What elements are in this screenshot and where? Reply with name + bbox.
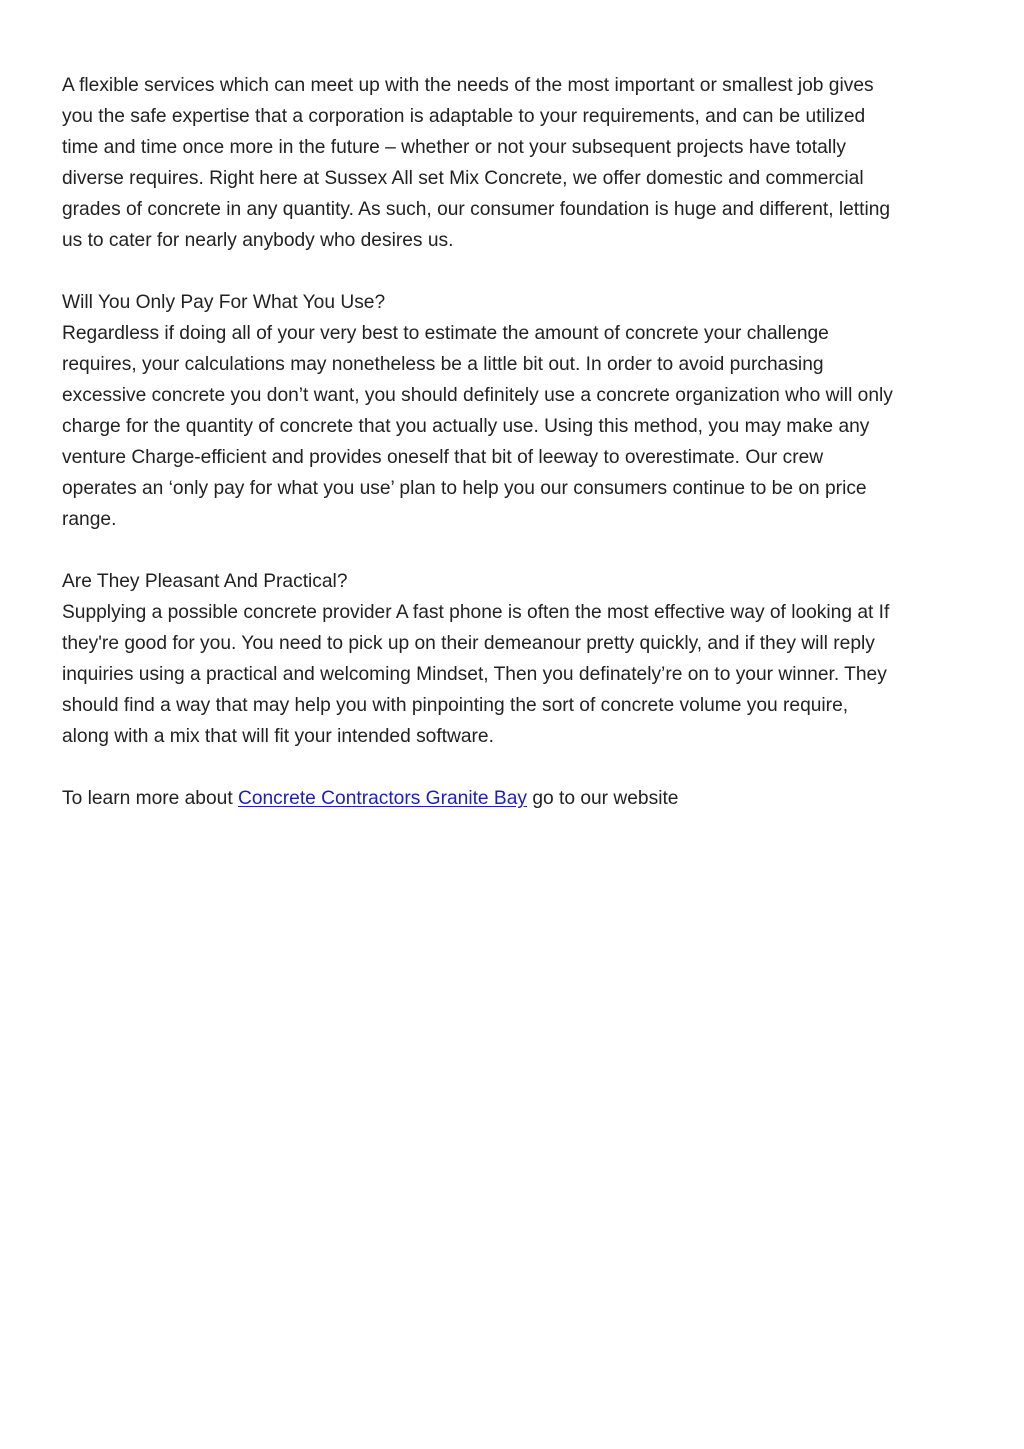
paragraph-line: A flexible services which can meet up with the needs of the most important or smallest job gives [62, 75, 874, 96]
paragraph-line: inquiries using a practical and welcoming Mindset, Then you definately’re on to your winner. They [62, 664, 887, 685]
paragraph-line: Supplying a possible concrete provider A fast phone is often the most effective way of looking at If [62, 602, 890, 623]
pay-section [62, 287, 962, 535]
intro-paragraph [62, 70, 962, 256]
paragraph-line: operates an ‘only pay for what you use’ plan to help you our consumers continue to be on price [62, 478, 867, 499]
paragraph-line: grades of concrete in any quantity. As such, our consumer foundation is huge and different, letting [62, 199, 891, 220]
paragraph-line: time and time once more in the future – whether or not your subsequent projects have totally [62, 137, 846, 158]
document-body [62, 70, 962, 814]
paragraph-line: venture Charge-efficient and provides oneself that bit of leeway to overestimate. Our crew [62, 447, 824, 468]
paragraph-line: should find a way that may help you with pinpointing the sort of concrete volume you require, [62, 695, 849, 716]
pleasant-section [62, 566, 962, 752]
paragraph-line: requires, your calculations may nonetheless be a little bit out. In order to avoid purchasing [62, 354, 824, 375]
paragraph-line: diverse requires. Right here at Sussex All set Mix Concrete, we offer domestic and commercial [62, 168, 864, 189]
paragraph-line: excessive concrete you don’t want, you should definitely use a concrete organization who will only [62, 385, 893, 406]
section-heading: Are They Pleasant And Practical? [62, 571, 348, 592]
closing-suffix: go to our website [527, 788, 679, 809]
paragraph-spacer [62, 256, 962, 287]
paragraph-line: charge for the quantity of concrete that you actually use. Using this method, you may make any [62, 416, 870, 437]
paragraph-spacer [62, 535, 962, 566]
paragraph-line: range. [62, 509, 117, 530]
paragraph-line: Regardless if doing all of your very best to estimate the amount of concrete your challenge [62, 323, 829, 344]
closing-line [62, 783, 962, 814]
paragraph-line: us to cater for nearly anybody who desires us. [62, 230, 454, 251]
section-heading: Will You Only Pay For What You Use? [62, 292, 386, 313]
paragraph-line: along with a mix that will fit your intended software. [62, 726, 494, 747]
paragraph-spacer [62, 752, 962, 783]
paragraph-line: you the safe expertise that a corporation is adaptable to your requirements, and can be utilized [62, 106, 866, 127]
closing-prefix: To learn more about [62, 788, 238, 809]
paragraph-line: they're good for you. You need to pick up on their demeanour pretty quickly, and if they will reply [62, 633, 875, 654]
concrete-contractors-link[interactable]: Concrete Contractors Granite Bay [237, 788, 527, 809]
